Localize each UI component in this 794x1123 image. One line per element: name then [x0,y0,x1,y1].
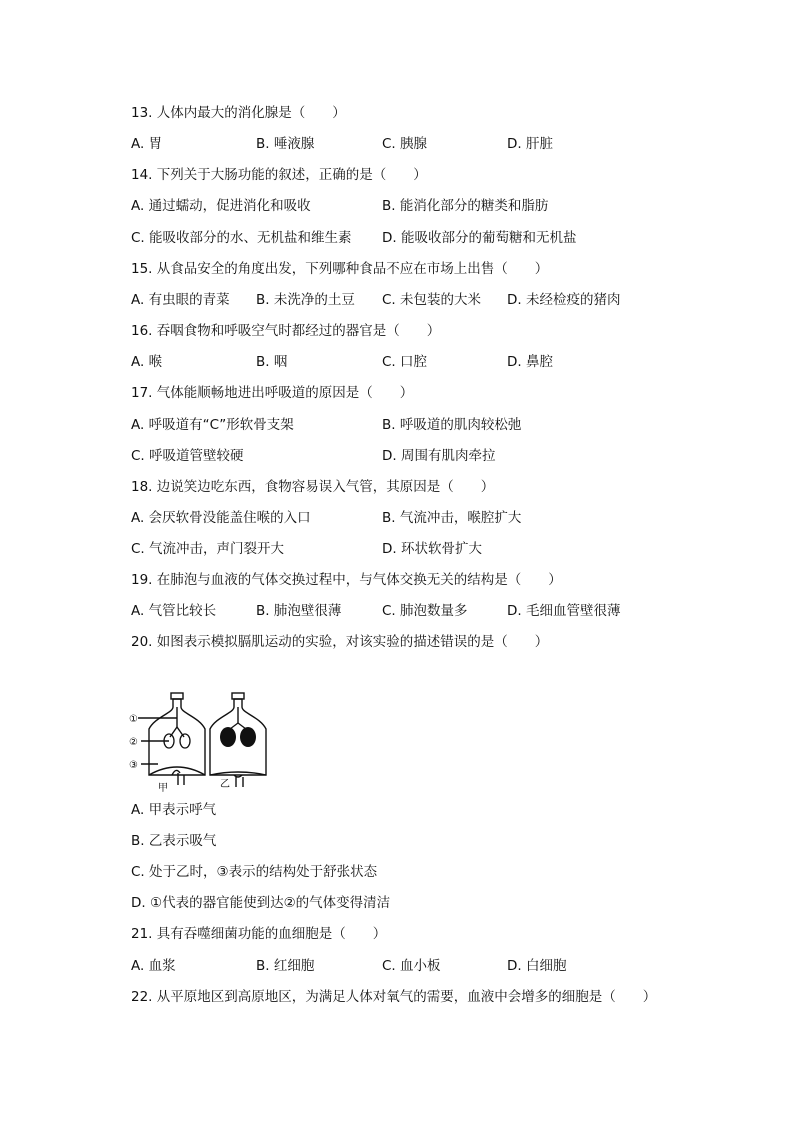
question-16-stem: 16. 吞咽食物和呼吸空气时都经过的器官是（ ） [131,323,441,339]
q13-option-a: A. 胃 [131,136,163,152]
label-3: ③ [129,760,138,771]
q13-option-d: D. 肝脏 [507,136,553,152]
q19-option-d: D. 毛细血管壁很薄 [507,603,621,619]
lung-right-jia [180,734,190,748]
q19-option-b: B. 肺泡壁很薄 [256,603,342,619]
q17-option-b: B. 呼吸道的肌肉较松弛 [382,417,522,433]
label-1: ① [129,714,138,725]
q14-option-a: A. 通过蠕动，促进消化和吸收 [131,198,311,214]
lung-right-yi [240,727,256,747]
bell-jar-diagram [128,687,268,797]
q15-option-b: B. 未洗净的土豆 [256,292,355,308]
q20-option-d: D. ①代表的器官能使到达②的气体变得清洁 [131,895,391,911]
q16-option-c: C. 口腔 [382,354,428,370]
question-14-stem: 14. 下列关于大肠功能的叙述，正确的是（ ） [131,167,427,183]
question-13-stem: 13. 人体内最大的消化腺是（ ） [131,105,346,121]
q14-option-c: C. 能吸收部分的水、无机盐和维生素 [131,230,352,246]
q16-option-a: A. 喉 [131,354,163,370]
label-yi: 乙 [220,779,230,790]
question-20-stem: 20. 如图表示模拟膈肌运动的实验，对该实验的描述错误的是（ ） [131,634,549,650]
q19-option-c: C. 肺泡数量多 [382,603,468,619]
q17-option-d: D. 周围有肌肉牵拉 [382,448,496,464]
lung-left-yi [220,727,236,747]
question-19-stem: 19. 在肺泡与血液的气体交换过程中，与气体交换无关的结构是（ ） [131,572,562,588]
question-15-stem: 15. 从食品安全的角度出发，下列哪种食品不应在市场上出售（ ） [131,261,549,277]
q16-option-d: D. 鼻腔 [507,354,553,370]
q20-option-a: A. 甲表示呼气 [131,802,217,818]
q14-option-d: D. 能吸收部分的葡萄糖和无机盐 [382,230,577,246]
q18-option-b: B. 气流冲击，喉腔扩大 [382,510,522,526]
q18-option-c: C. 气流冲击，声门裂开大 [131,541,285,557]
diaphragm-model-figure [128,687,268,797]
question-22-stem: 22. 从平原地区到高原地区，为满足人体对氧气的需要，血液中会增多的细胞是（ ） [131,989,657,1005]
q15-option-c: C. 未包装的大米 [382,292,482,308]
label-jia: 甲 [158,783,168,794]
q18-option-d: D. 环状软骨扩大 [382,541,482,557]
q17-option-a: A. 呼吸道有“C”形软骨支架 [131,417,294,433]
q13-option-c: C. 胰腺 [382,136,428,152]
q19-option-a: A. 气管比较长 [131,603,217,619]
question-17-stem: 17. 气体能顺畅地进出呼吸道的原因是（ ） [131,385,414,401]
question-21-stem: 21. 具有吞噬细菌功能的血细胞是（ ） [131,926,387,942]
q21-option-d: D. 白细胞 [507,958,567,974]
q20-option-b: B. 乙表示吸气 [131,833,217,849]
q17-option-c: C. 呼吸道管壁较硬 [131,448,244,464]
q13-option-b: B. 唾液腺 [256,136,315,152]
q16-option-b: B. 咽 [256,354,288,370]
q18-option-a: A. 会厌软骨没能盖住喉的入口 [131,510,311,526]
question-18-stem: 18. 边说笑边吃东西，食物容易误入气管，其原因是（ ） [131,479,495,495]
q20-option-c: C. 处于乙时，③表示的结构处于舒张状态 [131,864,378,880]
q15-option-a: A. 有虫眼的青菜 [131,292,230,308]
q14-option-b: B. 能消化部分的糖类和脂肪 [382,198,549,214]
q21-option-c: C. 血小板 [382,958,441,974]
q21-option-a: A. 血浆 [131,958,176,974]
q21-option-b: B. 红细胞 [256,958,315,974]
q15-option-d: D. 未经检疫的猪肉 [507,292,621,308]
label-2: ② [129,737,138,748]
